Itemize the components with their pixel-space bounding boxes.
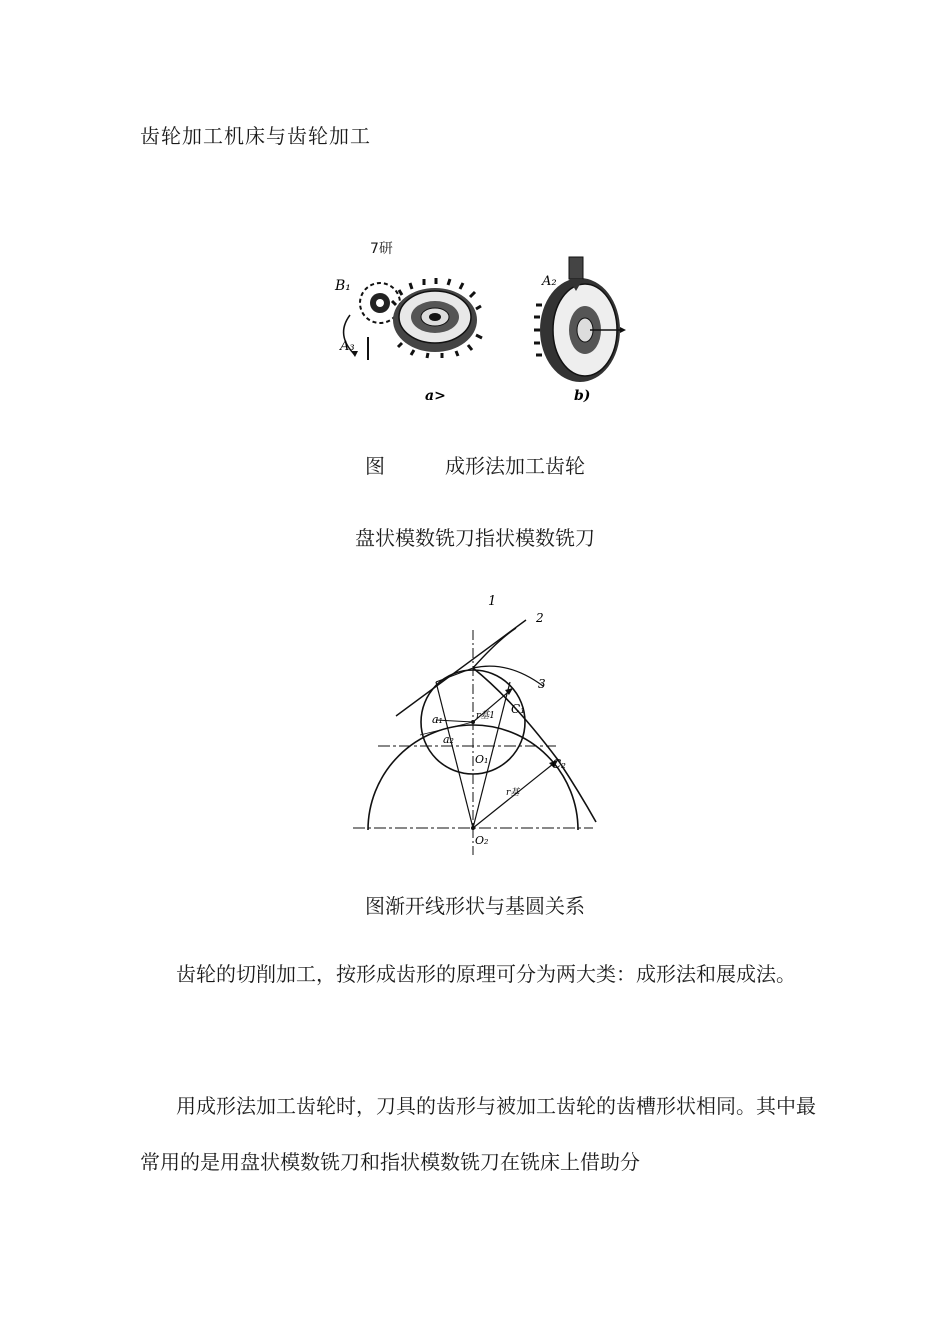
paragraph-2-text: 用成形法加工齿轮时，刀具的齿形与被加工齿轮的齿槽形状相同。其中最常用的是用盘状模数铣刀和指状模数铣刀在铣床上借助分 — [140, 1094, 816, 1174]
label-a1: a₁ — [432, 713, 443, 726]
figure1-caption-title: 成形法加工齿轮 — [445, 454, 585, 478]
paragraph-1-text: 齿轮的切削加工，按形成齿形的原理可分为两大类：成形法和展成法。 — [176, 962, 796, 986]
figure1-top-label: 7研 — [370, 241, 393, 257]
paragraph-2 — [140, 1078, 820, 1190]
part-b-label: b) — [574, 388, 591, 404]
figure2-caption: 图渐开线形状与基圆关系 — [365, 894, 585, 918]
label-rb1: r基1 — [476, 711, 496, 721]
part-a-label: a> — [425, 388, 446, 404]
label-a2: a₂ — [443, 733, 454, 746]
figure1-subcaption: 盘状模数铣刀指状模数铣刀 — [355, 526, 595, 550]
label-c1: C₁ — [511, 702, 525, 716]
figure2-involute-diagram — [348, 590, 608, 860]
label-b1: B₁ — [335, 278, 351, 294]
page-heading: 齿轮加工机床与齿轮加工 — [140, 124, 371, 148]
label-2: 2 — [536, 611, 544, 625]
label-1: 1 — [488, 594, 497, 609]
figure1-caption — [0, 450, 950, 479]
paragraph-1 — [140, 946, 820, 1002]
label-a2: A₂ — [542, 274, 557, 289]
label-3: 3 — [538, 677, 546, 691]
label-o2: O₂ — [475, 834, 489, 847]
label-a3: A₃ — [340, 339, 355, 354]
figure1-caption-prefix: 图 — [365, 454, 385, 478]
label-c2: C₂ — [552, 757, 566, 771]
figure1-part-b — [534, 257, 626, 404]
label-rb2: r基 — [506, 788, 520, 798]
label-o1: O₁ — [475, 753, 489, 766]
figure1-gear-illustration — [330, 255, 630, 415]
figure1-part-a — [334, 278, 482, 404]
